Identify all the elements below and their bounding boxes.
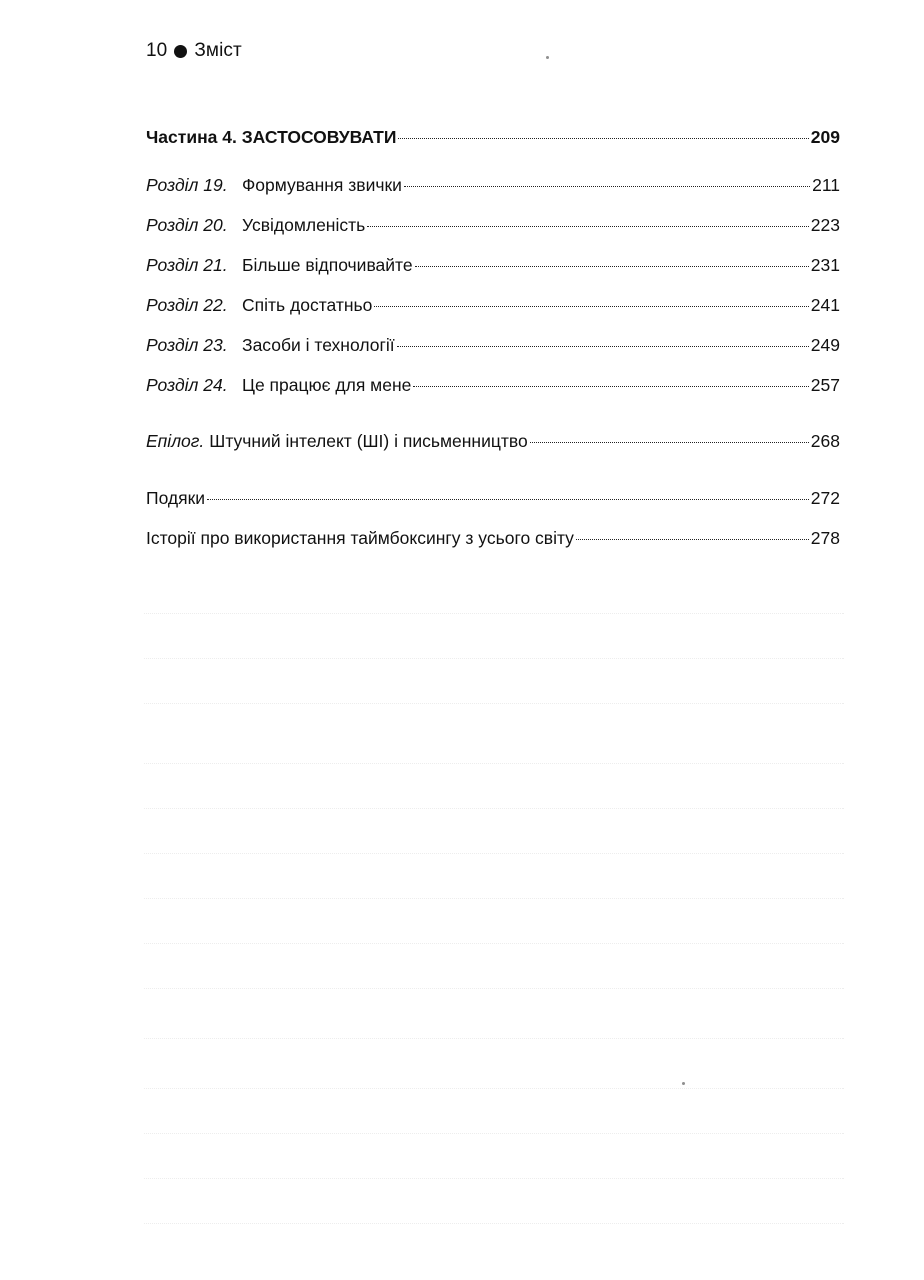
- part-page: 209: [810, 127, 840, 147]
- chapter-label: Розділ 22.: [146, 295, 228, 315]
- epilogue-page: 268: [810, 431, 840, 451]
- toc-backmatter-entry[interactable]: [146, 487, 840, 509]
- chapter-label: Розділ 24.: [146, 375, 228, 395]
- part-title: Частина 4. ЗАСТОСОВУВАТИ: [146, 127, 397, 147]
- toc-chapter-entry[interactable]: [146, 374, 840, 396]
- backmatter-title: Історії про використання таймбоксингу з усього світу: [146, 528, 574, 548]
- chapter-page: 241: [810, 295, 840, 315]
- backmatter-page: 278: [810, 528, 840, 548]
- toc-chapter-entry[interactable]: [146, 254, 840, 276]
- section-title: Зміст: [194, 40, 242, 61]
- dot-leader: [374, 306, 808, 307]
- paper-speck: [546, 56, 549, 59]
- chapter-page: 211: [812, 175, 840, 195]
- toc-backmatter-entry[interactable]: [146, 527, 840, 549]
- chapter-title: Формування звички: [242, 175, 402, 195]
- dot-leader: [367, 226, 809, 227]
- dot-leader: [397, 346, 809, 347]
- backmatter-title: Подяки: [146, 488, 206, 508]
- paper-speck: [682, 1082, 685, 1085]
- chapter-title: Спіть достатньо: [242, 295, 373, 315]
- epilogue-title: Штучний інтелект (ШІ) і письменництво: [209, 431, 528, 451]
- chapter-title: Це працює для мене: [242, 375, 412, 395]
- toc-chapter-entry[interactable]: [146, 214, 840, 236]
- chapter-title: Усвідомленість: [242, 215, 366, 235]
- toc-chapter-entry[interactable]: [146, 294, 840, 316]
- toc-part-entry[interactable]: [146, 126, 840, 148]
- chapter-title: Більше відпочивайте: [242, 255, 413, 275]
- toc-chapter-entry[interactable]: [146, 334, 840, 356]
- page-number: 10: [146, 40, 168, 61]
- chapter-label: Розділ 23.: [146, 335, 228, 355]
- running-head: [146, 40, 242, 62]
- chapter-label: Розділ 19.: [146, 175, 228, 195]
- dot-leader: [413, 386, 808, 387]
- dot-leader: [404, 186, 810, 187]
- chapter-label: Розділ 21.: [146, 255, 228, 275]
- chapter-page: 257: [810, 375, 840, 395]
- chapter-page: 249: [810, 335, 840, 355]
- chapter-page: 231: [810, 255, 840, 275]
- bullet-icon: [174, 45, 187, 58]
- chapter-title: Засоби і технології: [242, 335, 395, 355]
- chapter-label: Розділ 20.: [146, 215, 228, 235]
- dot-leader: [530, 442, 809, 443]
- toc-chapter-entry[interactable]: [146, 174, 840, 196]
- dot-leader: [207, 499, 809, 500]
- backmatter-page: 272: [810, 488, 840, 508]
- dot-leader: [415, 266, 809, 267]
- chapter-page: 223: [810, 215, 840, 235]
- toc-epilogue-entry[interactable]: [146, 430, 840, 452]
- dot-leader: [398, 138, 808, 139]
- dot-leader: [576, 539, 809, 540]
- epilogue-label: Епілог.: [146, 431, 205, 451]
